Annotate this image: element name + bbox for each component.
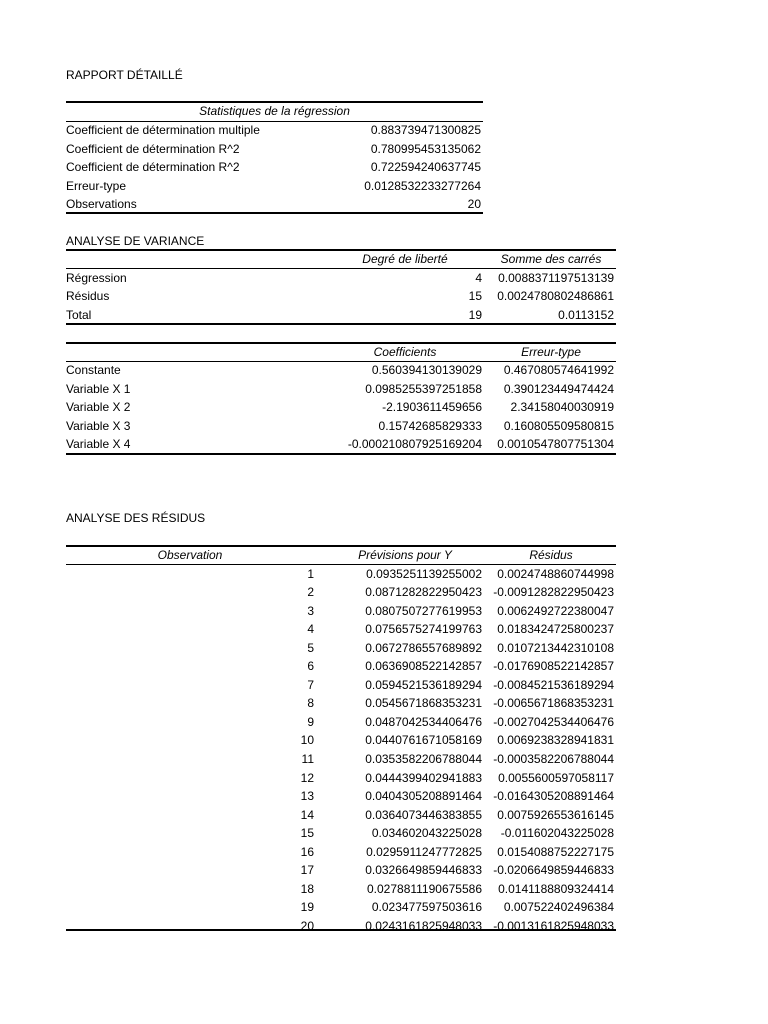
table-row: [66, 417, 616, 436]
coef-value: 0.15742685829333: [378, 418, 482, 433]
observation-number: 1: [307, 566, 314, 581]
table-row: [66, 824, 616, 843]
res-col-obs: Observation: [157, 548, 223, 562]
anova-label: Régression: [66, 270, 127, 285]
table-row: [66, 565, 616, 584]
table-row: [66, 620, 616, 639]
residuals-title: ANALYSE DES RÉSIDUS: [66, 511, 206, 525]
table-row: [66, 435, 616, 454]
stat-value: 0.780995453135062: [370, 141, 481, 156]
observation-number: 17: [300, 863, 314, 878]
stat-value: 0.0128532233277264: [364, 178, 481, 193]
observation-number: 4: [307, 622, 314, 637]
observation-number: 13: [300, 789, 314, 804]
stat-label: Observations: [66, 197, 137, 212]
table-row: [66, 269, 616, 288]
table-row: [66, 121, 483, 140]
table-row: [66, 657, 616, 676]
table-bottom-rule: [66, 453, 616, 455]
prediction-value: 0.0545671868353231: [365, 696, 482, 711]
anova-ss: 0.0113152: [558, 307, 614, 322]
table-row: [66, 806, 616, 825]
prediction-value: 0.0871282822950423: [365, 585, 482, 600]
table-row: [66, 880, 616, 899]
observation-number: 6: [307, 659, 314, 674]
residual-value: -0.0084521536189294: [493, 677, 614, 692]
prediction-value: 0.0807507277619953: [365, 603, 482, 618]
observation-number: 5: [307, 640, 314, 655]
observation-number: 3: [307, 603, 314, 618]
table-row: [66, 361, 616, 380]
observation-number: 14: [300, 807, 314, 822]
prediction-value: 0.034602043225028: [371, 826, 482, 841]
stat-label: Coefficient de détermination R^2: [66, 141, 240, 156]
coef-label: Constante: [66, 363, 121, 377]
prediction-value: 0.0636908522142857: [365, 659, 482, 674]
stat-label: Coefficient de détermination multiple: [66, 123, 260, 137]
coef-se: 0.0010547807751304: [497, 437, 614, 452]
coef-value: -2.1903611459656: [382, 400, 482, 415]
observation-number: 11: [301, 752, 314, 766]
coef-label: Variable X 4: [66, 437, 131, 452]
prediction-value: 0.0594521536189294: [365, 677, 482, 692]
anova-df: 15: [468, 289, 482, 304]
residual-value: -0.0027042534406476: [493, 714, 614, 729]
observation-number: 18: [300, 881, 314, 896]
table-row: [66, 694, 616, 713]
prediction-value: 0.0326649859446833: [365, 863, 482, 878]
table-bottom-rule: [66, 929, 616, 931]
prediction-value: 0.023477597503616: [371, 900, 482, 915]
stat-value: 0.722594240637745: [370, 160, 481, 175]
regression-stats-header: Statistiques de la régression: [199, 104, 350, 118]
residual-value: 0.0107213442310108: [497, 640, 614, 655]
residual-value: -0.0091282822950423: [493, 585, 614, 600]
prediction-value: 0.0404305208891464: [365, 789, 482, 804]
anova-label: Total: [66, 307, 92, 322]
prediction-value: 0.0243161825948033: [365, 918, 482, 933]
prediction-value: 0.0364073446383855: [365, 807, 482, 822]
anova-df: 19: [468, 307, 482, 322]
anova-col-ss: Somme des carrés: [500, 252, 602, 266]
coef-value: 0.560394130139029: [371, 363, 482, 377]
table-row: [66, 306, 616, 325]
observation-number: 12: [300, 770, 314, 785]
observation-number: 9: [307, 714, 314, 729]
stat-label: Erreur-type: [66, 178, 127, 193]
report-title: RAPPORT DÉTAILLÉ: [66, 68, 183, 82]
prediction-value: 0.0487042534406476: [365, 714, 482, 729]
res-col-pred: Prévisions pour Y: [358, 548, 452, 562]
residuals-header: [66, 546, 616, 565]
table-row: [66, 917, 616, 936]
prediction-value: 0.0672786557689892: [365, 640, 482, 655]
table-row: [66, 769, 616, 788]
anova-ss: 0.0024780802486861: [497, 289, 614, 304]
stat-label: Coefficient de détermination R^2: [66, 160, 240, 175]
prediction-value: 0.0353582206788044: [365, 752, 482, 766]
prediction-value: 0.0278811190675586: [366, 881, 482, 896]
residual-value: -0.0176908522142857: [493, 659, 614, 674]
anova-header: [66, 250, 616, 269]
observation-number: 16: [300, 844, 314, 859]
residual-value: -0.0164305208891464: [493, 789, 614, 804]
observation-number: 20: [300, 918, 314, 933]
table-row: [66, 602, 616, 621]
prediction-value: 0.0440761671058169: [365, 733, 482, 748]
observation-number: 10: [300, 733, 314, 748]
residual-value: 0.0075926553616145: [497, 807, 614, 822]
coef-value: 0.0985255397251858: [365, 381, 482, 396]
observation-number: 2: [307, 585, 314, 600]
residual-value: 0.0055600597058117: [498, 770, 614, 785]
table-bottom-rule: [66, 212, 483, 214]
prediction-value: 0.0756575274199763: [365, 622, 482, 637]
table-row: [66, 398, 616, 417]
table-row: [66, 713, 616, 732]
coef-label: Variable X 2: [66, 400, 131, 415]
coef-se: 0.160805509580815: [503, 418, 614, 433]
table-row: [66, 177, 483, 196]
table-bottom-rule: [66, 323, 616, 325]
prediction-value: 0.0295911247772825: [366, 844, 482, 859]
residual-value: -0.0003582206788044: [493, 752, 614, 766]
observation-number: 8: [307, 696, 314, 711]
residual-value: 0.0024748860744998: [497, 566, 614, 581]
prediction-value: 0.0935251139255002: [366, 566, 482, 581]
observation-number: 19: [300, 900, 314, 915]
observation-number: 15: [300, 826, 314, 841]
residual-value: 0.0062492722380047: [497, 603, 614, 618]
table-row: [66, 750, 616, 769]
res-col-res: Résidus: [529, 548, 573, 562]
observation-number: 7: [307, 677, 314, 692]
coef-value: -0.000210807925169204: [347, 437, 482, 452]
table-row: [66, 140, 483, 159]
coef-label: Variable X 3: [66, 418, 131, 433]
residual-value: -0.011602043225028: [500, 826, 614, 841]
table-row: [66, 583, 616, 602]
coefficients-header: [66, 343, 616, 362]
anova-ss: 0.0088371197513139: [498, 270, 614, 285]
table-row: [66, 861, 616, 880]
coef-col-se: Erreur-type: [521, 345, 581, 359]
residual-value: -0.0206649859446833: [493, 863, 614, 878]
table-row: [66, 287, 616, 306]
anova-col-df: Degré de liberté: [362, 252, 448, 266]
stat-value: 20: [467, 197, 481, 212]
residual-value: 0.0069238328941831: [497, 733, 614, 748]
residual-value: 0.0141188809324414: [498, 881, 614, 896]
coef-label: Variable X 1: [66, 381, 131, 396]
table-row: [66, 843, 616, 862]
anova-label: Résidus: [66, 289, 110, 304]
anova-df: 4: [475, 270, 482, 285]
table-row: [66, 787, 616, 806]
residual-value: 0.0183424725800237: [497, 622, 614, 637]
table-row: [66, 639, 616, 658]
residual-value: -0.0013161825948033: [493, 918, 614, 933]
table-row: [66, 158, 483, 177]
residual-value: 0.0154088752227175: [497, 844, 614, 859]
anova-title: ANALYSE DE VARIANCE: [66, 234, 205, 248]
coef-se: 2.34158040030919: [510, 400, 614, 415]
table-row: [66, 676, 616, 695]
stat-value: 0.883739471300825: [370, 123, 481, 137]
residual-value: -0.0065671868353231: [493, 696, 614, 711]
coef-se: 0.390123449474424: [503, 381, 614, 396]
coef-col-coef: Coefficients: [373, 345, 437, 359]
table-row: [66, 898, 616, 917]
prediction-value: 0.0444399402941883: [365, 770, 482, 785]
coef-se: 0.467080574641992: [503, 363, 614, 377]
residual-value: 0.007522402496384: [503, 900, 614, 915]
table-row: [66, 731, 616, 750]
table-row: [66, 380, 616, 399]
